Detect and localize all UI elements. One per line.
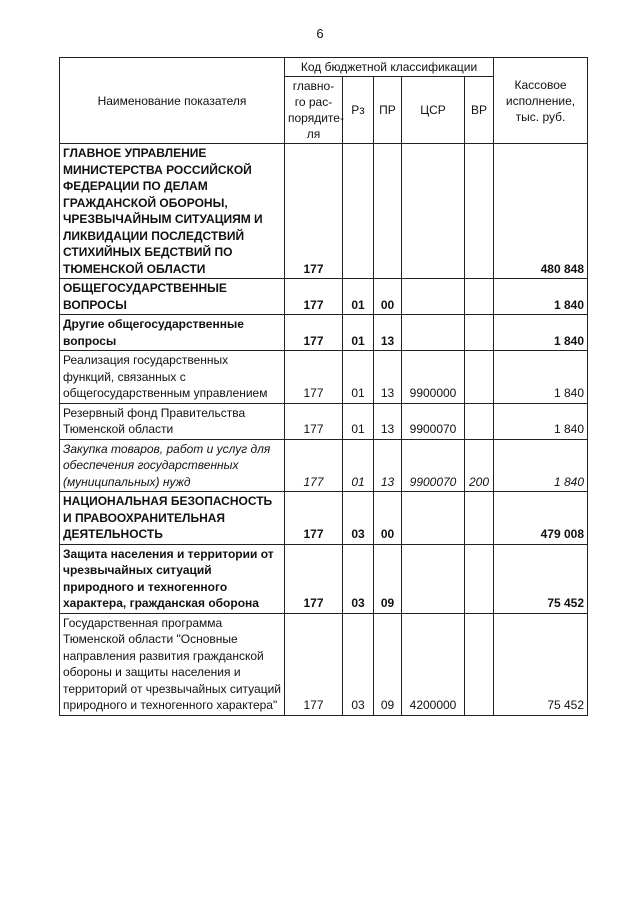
row-name: ГЛАВНОЕ УПРАВЛЕНИЕ МИНИСТЕРСТВА РОССИЙСКОЙ ФЕДЕРАЦИИ ПО ДЕЛАМ ГРАЖДАНСКОЙ ОБОРОНЫ, ЧРЕЗВЫЧАЙНЫМ СИТУАЦИЯМ И ЛИКВИДАЦИИ ПОСЛЕДСТВИЙ СТИХИЙНЫХ БЕДСТВИЙ ПО ТЮМЕНСКОЙ ОБЛАСТИ xyxy=(60,144,285,279)
row-rz: 03 xyxy=(343,544,374,613)
table-row xyxy=(60,613,588,715)
row-vr xyxy=(465,279,494,315)
header-csr: ЦСР xyxy=(402,77,465,144)
row-vr xyxy=(465,351,494,404)
page-number: 6 xyxy=(316,26,324,41)
header-vr: ВР xyxy=(465,77,494,144)
row-name: ОБЩЕГОСУДАРСТВЕННЫЕ ВОПРОСЫ xyxy=(60,279,285,315)
table-body xyxy=(60,144,588,716)
row-glavn: 177 xyxy=(285,613,343,715)
row-name: Защита населения и территории от чрезвычайных ситуаций природного и техногенного характера, гражданская оборона xyxy=(60,544,285,613)
row-csr xyxy=(402,492,465,545)
row-csr: 9900000 xyxy=(402,351,465,404)
row-glavn: 177 xyxy=(285,492,343,545)
row-amount: 480 848 xyxy=(494,144,588,279)
row-rz: 01 xyxy=(343,439,374,492)
row-glavn: 177 xyxy=(285,315,343,351)
row-csr xyxy=(402,315,465,351)
row-csr xyxy=(402,544,465,613)
row-vr xyxy=(465,403,494,439)
row-amount: 75 452 xyxy=(494,613,588,715)
row-amount: 1 840 xyxy=(494,351,588,404)
header-amount: Кассовое исполнение, тыс. руб. xyxy=(494,58,588,144)
row-csr: 4200000 xyxy=(402,613,465,715)
row-glavn: 177 xyxy=(285,439,343,492)
table-row xyxy=(60,315,588,351)
header-glavn: главно-го рас-порядите-ля xyxy=(285,77,343,144)
row-glavn: 177 xyxy=(285,351,343,404)
row-amount: 1 840 xyxy=(494,403,588,439)
row-pr: 00 xyxy=(374,279,402,315)
row-pr: 13 xyxy=(374,439,402,492)
row-name: Государственная программа Тюменской области "Основные направления развития гражданской обороны и защиты населения и территорий от чрезвычайных ситуаций природного и техногенного характера" xyxy=(60,613,285,715)
row-name: Реализация государственных функций, связанных с общегосударственным управлением xyxy=(60,351,285,404)
row-csr xyxy=(402,279,465,315)
row-rz xyxy=(343,144,374,279)
table-row xyxy=(60,351,588,404)
row-vr: 200 xyxy=(465,439,494,492)
row-amount: 479 008 xyxy=(494,492,588,545)
row-vr xyxy=(465,544,494,613)
header-pr: ПР xyxy=(374,77,402,144)
row-pr: 09 xyxy=(374,544,402,613)
row-vr xyxy=(465,613,494,715)
row-vr xyxy=(465,144,494,279)
row-amount: 75 452 xyxy=(494,544,588,613)
header-name: Наименование показателя xyxy=(60,58,285,144)
row-name: Резервный фонд Правительства Тюменской области xyxy=(60,403,285,439)
row-pr: 13 xyxy=(374,351,402,404)
row-pr: 13 xyxy=(374,315,402,351)
header-rz: Рз xyxy=(343,77,374,144)
row-pr xyxy=(374,144,402,279)
table-row xyxy=(60,439,588,492)
row-vr xyxy=(465,492,494,545)
header-code-group: Код бюджетной классификации xyxy=(285,58,494,77)
row-name: Другие общегосударственные вопросы xyxy=(60,315,285,351)
row-pr: 00 xyxy=(374,492,402,545)
row-rz: 03 xyxy=(343,492,374,545)
row-csr xyxy=(402,144,465,279)
budget-table xyxy=(59,57,588,716)
row-glavn: 177 xyxy=(285,144,343,279)
row-name: Закупка товаров, работ и услуг для обеспечения государственных (муниципальных) нужд xyxy=(60,439,285,492)
row-csr: 9900070 xyxy=(402,439,465,492)
table-row xyxy=(60,279,588,315)
row-name: НАЦИОНАЛЬНАЯ БЕЗОПАСНОСТЬ И ПРАВООХРАНИТЕЛЬНАЯ ДЕЯТЕЛЬНОСТЬ xyxy=(60,492,285,545)
row-rz: 01 xyxy=(343,315,374,351)
table-row xyxy=(60,544,588,613)
row-rz: 01 xyxy=(343,279,374,315)
row-pr: 13 xyxy=(374,403,402,439)
table-row xyxy=(60,144,588,279)
row-glavn: 177 xyxy=(285,403,343,439)
row-glavn: 177 xyxy=(285,279,343,315)
table-row xyxy=(60,492,588,545)
row-glavn: 177 xyxy=(285,544,343,613)
table-row xyxy=(60,403,588,439)
row-amount: 1 840 xyxy=(494,279,588,315)
row-amount: 1 840 xyxy=(494,439,588,492)
row-csr: 9900070 xyxy=(402,403,465,439)
row-rz: 01 xyxy=(343,403,374,439)
row-amount: 1 840 xyxy=(494,315,588,351)
row-rz: 03 xyxy=(343,613,374,715)
row-rz: 01 xyxy=(343,351,374,404)
row-vr xyxy=(465,315,494,351)
row-pr: 09 xyxy=(374,613,402,715)
